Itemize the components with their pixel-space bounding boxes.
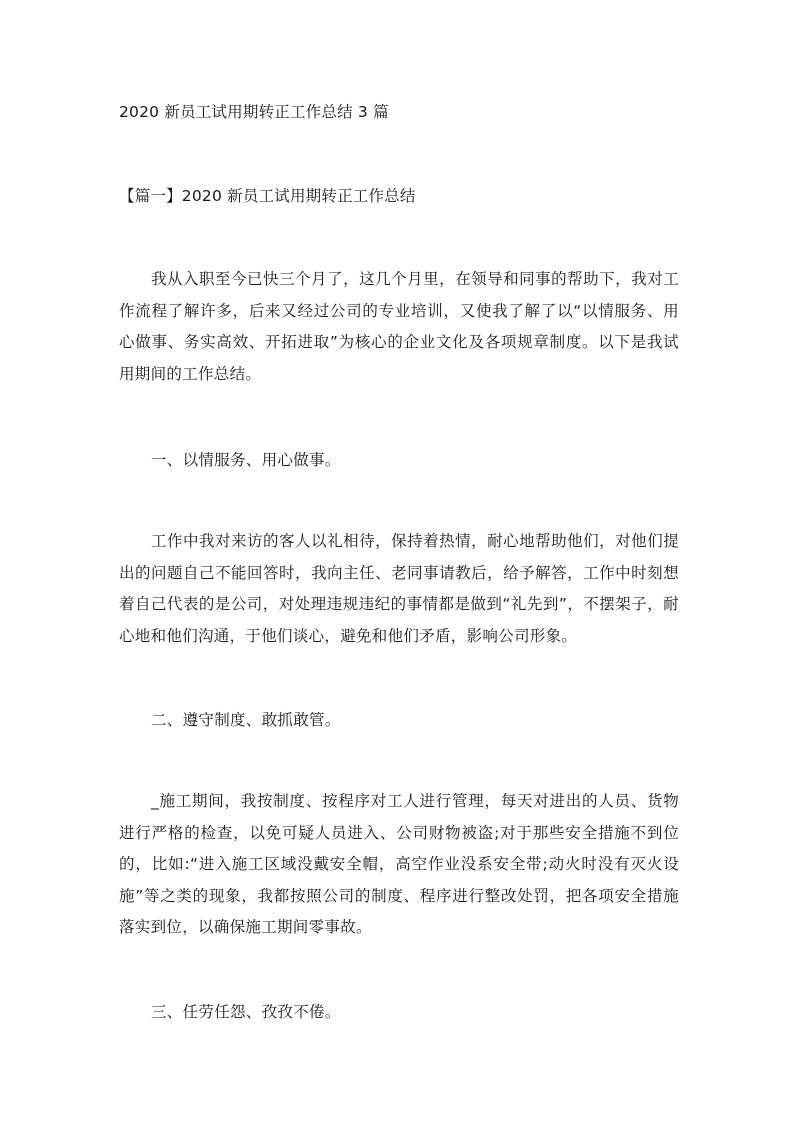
- paragraph-two: _施工期间，我按制度、按程序对工人进行管理，每天对进出的人员、货物进行严格的检查，以免可疑人员进入、公司财物被盗;对于那些安全措施不到位的，比如:“进入施工区域没戴安全帽，高空作业没系安全带;动火时没有灭火设施”等之类的现象，我都按照公司的制度、程序进行整改处罚，把各项安全措施落实到位，以确保施工期间零事故。: [119, 792, 679, 936]
- paragraph-one: 工作中我对来访的客人以礼相待，保持着热情，耐心地帮助他们，对他们提出的问题自己不能回答时，我向主任、老同事请教后，给予解答，工作中时刻想着自己代表的是公司，对处理违规违纪的事情都是做到“礼先到”，不摆架子，耐心地和他们沟通，于他们谈心，避免和他们矛盾，影响公司形象。: [119, 532, 679, 645]
- heading-one: 一、以情服务、用心做事。: [151, 451, 341, 469]
- intro-paragraph: 我从入职至今已快三个月了，这几个月里，在领导和同事的帮助下，我对工作流程了解许多，后来又经过公司的专业培训，又使我了解了以“以情服务、用心做事、务实高效、开拓进取”为核心的企业文化及各项规章制度。以下是我试用期间的工作总结。: [119, 270, 679, 383]
- document-title: 2020 新员工试用期转正工作总结 3 篇: [119, 103, 389, 121]
- heading-three: 三、任劳任怨、孜孜不倦。: [151, 1003, 341, 1021]
- section-title: 【篇一】2020 新员工试用期转正工作总结: [119, 187, 416, 205]
- heading-two: 二、遵守制度、敢抓敢管。: [151, 711, 341, 729]
